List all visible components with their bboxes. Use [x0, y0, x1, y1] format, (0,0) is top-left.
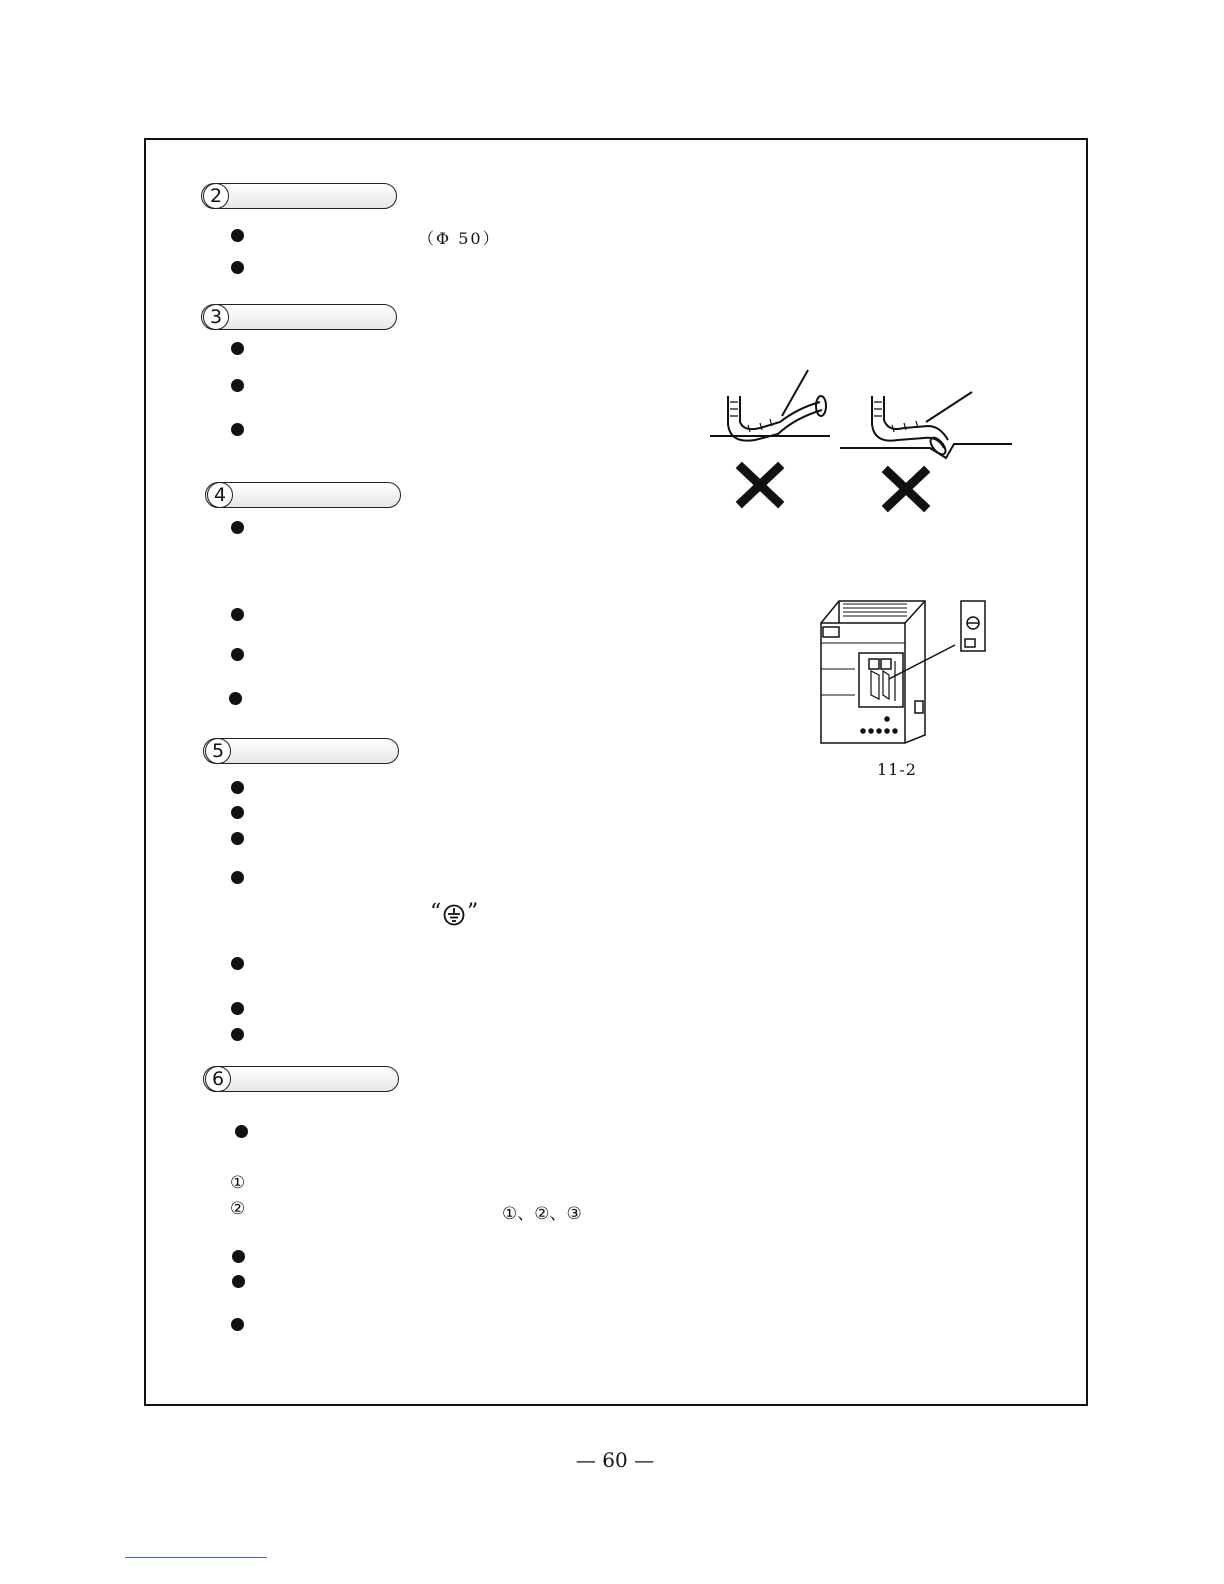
- bullet: [231, 379, 244, 392]
- hose-right-inner: [884, 396, 948, 440]
- section-number-5: 5: [205, 738, 231, 764]
- bullet: [231, 806, 244, 819]
- section-header-2: [201, 183, 397, 209]
- bullet: [231, 229, 244, 242]
- bullet: [231, 261, 244, 274]
- outdoor-unit-wiring-figure: [815, 595, 1005, 750]
- pipe-diameter-text: （Φ 50）: [418, 229, 501, 248]
- step-list: ①、②、③: [502, 1204, 582, 1224]
- hose-left-inner: [740, 396, 820, 429]
- bullet: [231, 871, 244, 884]
- bullet: [235, 1125, 248, 1138]
- bullet: [231, 1002, 244, 1015]
- section-number-2: 2: [203, 183, 229, 209]
- section-number-6: 6: [205, 1066, 231, 1092]
- bullet: [231, 521, 244, 534]
- footer-link-underline: [125, 1557, 267, 1558]
- hose-end-left: [816, 396, 826, 416]
- bullet: [231, 832, 244, 845]
- terminal-block-a: [869, 659, 879, 669]
- section-header-3: [201, 304, 397, 330]
- section-number-4: 4: [207, 482, 233, 508]
- bullet: [232, 1250, 245, 1263]
- bullet: [231, 342, 244, 355]
- hose-right: [872, 396, 944, 448]
- section-number-3: 3: [203, 304, 229, 330]
- section-header-6: [203, 1066, 399, 1092]
- ground-quote-close: ”: [467, 900, 479, 925]
- bullet: [232, 1275, 245, 1288]
- floor-line-right: [840, 444, 1012, 458]
- bullet: [231, 648, 244, 661]
- terminal-block-b: [881, 659, 891, 669]
- figure-caption: 11-2: [877, 760, 917, 779]
- leader-line: [889, 645, 955, 679]
- bullet: [231, 423, 244, 436]
- bullet: [231, 1028, 244, 1041]
- bullet: [231, 608, 244, 621]
- page-number: — 60 —: [575, 1448, 655, 1472]
- bullet: [231, 781, 244, 794]
- hose-end-right: [928, 435, 949, 457]
- section-header-4: [205, 482, 401, 508]
- bullet: [229, 692, 242, 705]
- bullet: [231, 1318, 244, 1331]
- hose-left: [728, 396, 822, 441]
- drain-hose-incorrect-figure: [700, 362, 1020, 522]
- step-2-marker: ②: [230, 1199, 246, 1219]
- bullet: [231, 957, 244, 970]
- ground-quote-open: “: [430, 900, 442, 925]
- step-1-marker: ①: [230, 1173, 246, 1193]
- ground-icon: [443, 904, 465, 926]
- section-header-5: [203, 738, 399, 764]
- arrow-line-left: [782, 370, 808, 416]
- arrow-line-right: [926, 392, 972, 422]
- unit-panel-label: [823, 627, 839, 637]
